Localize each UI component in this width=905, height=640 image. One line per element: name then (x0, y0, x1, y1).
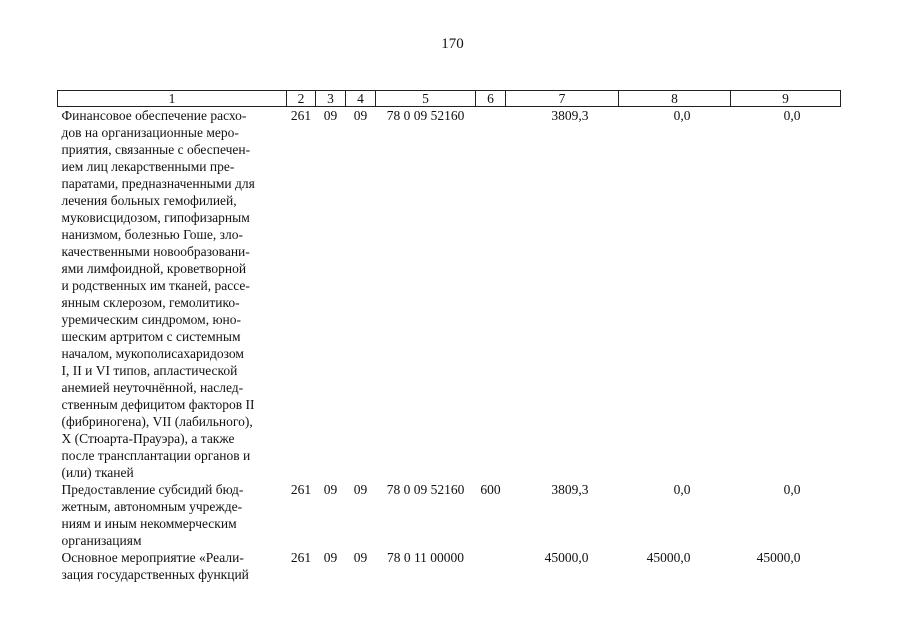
row-name-cell (58, 481, 287, 549)
row-name-line: дов на организационные меро- (61, 125, 239, 140)
row-name-line: ями лимфоидной, кроветворной (61, 261, 247, 276)
table-row (58, 549, 841, 583)
column-header-7: 7 (506, 91, 619, 107)
row-name-line: анемией неуточнённой, наслед- (61, 380, 244, 395)
row-name-line: шеским артритом с системным (61, 329, 241, 344)
row-name-line: и родственных им тканей, рассе- (61, 278, 250, 293)
page-number: 170 (441, 36, 464, 52)
row-name-line: организациям (61, 533, 142, 548)
column-number-header-row (58, 91, 841, 107)
row-name-line: I, II и VI типов, апластической (61, 363, 238, 378)
subsection-code-cell: 09 (353, 482, 368, 497)
row-name-line: Финансовое обеспечение расхо- (61, 108, 247, 123)
column-header-2: 2 (287, 91, 316, 107)
row-name-line: нанизмом, болезнью Гоше, зло- (61, 227, 243, 242)
row-name-line: зация государственных функций (61, 567, 249, 582)
expense-type-cell (476, 549, 506, 583)
row-name-line: приятия, связанные с обеспечен- (61, 142, 251, 157)
column-header-3: 3 (316, 91, 346, 107)
amount-col7-cell: 3809,3 (551, 108, 589, 123)
admin-code-cell: 261 (290, 108, 312, 123)
target-article-cell: 78 0 09 52160 (386, 108, 465, 123)
row-name-line: ниям и иным некоммерческим (61, 516, 237, 531)
row-name-line: качественными новообразовани- (61, 244, 250, 259)
row-name-line: ственным дефицитом факторов II (61, 397, 255, 412)
row-name-line: X (Стюарта-Прауэра), а также (61, 431, 235, 446)
target-article-cell: 78 0 09 52160 (386, 482, 465, 497)
row-name-cell (58, 107, 287, 482)
section-code-cell: 09 (323, 108, 338, 123)
column-header-5: 5 (376, 91, 476, 107)
row-name-line: ием лиц лекарственными пре- (61, 159, 235, 174)
column-header-8: 8 (619, 91, 731, 107)
row-name-line: началом, мукополисахаридозом (61, 346, 244, 361)
row-name-line: муковисцидозом, гипофизарным (61, 210, 250, 225)
subsection-code-cell: 09 (353, 550, 368, 565)
table-row (58, 107, 841, 482)
admin-code-cell: 261 (290, 550, 312, 565)
row-name-line: (фибриногена), VII (лабильного), (61, 414, 253, 429)
section-code-cell: 09 (323, 550, 338, 565)
row-name-line: янным склерозом, гемолитико- (61, 295, 240, 310)
table-row (58, 481, 841, 549)
row-name-line: жетным, автономным учрежде- (61, 499, 243, 514)
amount-col9-cell: 0,0 (783, 482, 801, 497)
row-name-line: Предоставление субсидий бюд- (61, 482, 244, 497)
expense-type-cell (476, 107, 506, 482)
amount-col8-cell: 0,0 (673, 482, 691, 497)
expense-type-cell: 600 (480, 482, 501, 497)
row-name-line: после трансплантации органов и (61, 448, 251, 463)
amount-col8-cell: 0,0 (673, 108, 691, 123)
column-header-4: 4 (346, 91, 376, 107)
row-name-line: Основное мероприятие «Реали- (61, 550, 244, 565)
amount-col9-cell: 0,0 (783, 108, 801, 123)
admin-code-cell: 261 (290, 482, 312, 497)
column-header-6: 6 (476, 91, 506, 107)
row-name-cell (58, 549, 287, 583)
row-name-line: уремическим синдромом, юно- (61, 312, 242, 327)
amount-col9-cell: 45000,0 (756, 550, 801, 565)
target-article-cell: 78 0 11 00000 (386, 550, 465, 565)
budget-table (57, 90, 841, 583)
section-code-cell: 09 (323, 482, 338, 497)
amount-col8-cell: 45000,0 (646, 550, 691, 565)
row-name-line: лечения больных гемофилией, (61, 193, 237, 208)
row-name-line: паратами, предназначенными для (61, 176, 255, 191)
column-header-1: 1 (58, 91, 287, 107)
column-header-9: 9 (731, 91, 841, 107)
row-name-line: (или) тканей (61, 465, 134, 480)
subsection-code-cell: 09 (353, 108, 368, 123)
amount-col7-cell: 3809,3 (551, 482, 589, 497)
amount-col7-cell: 45000,0 (544, 550, 589, 565)
